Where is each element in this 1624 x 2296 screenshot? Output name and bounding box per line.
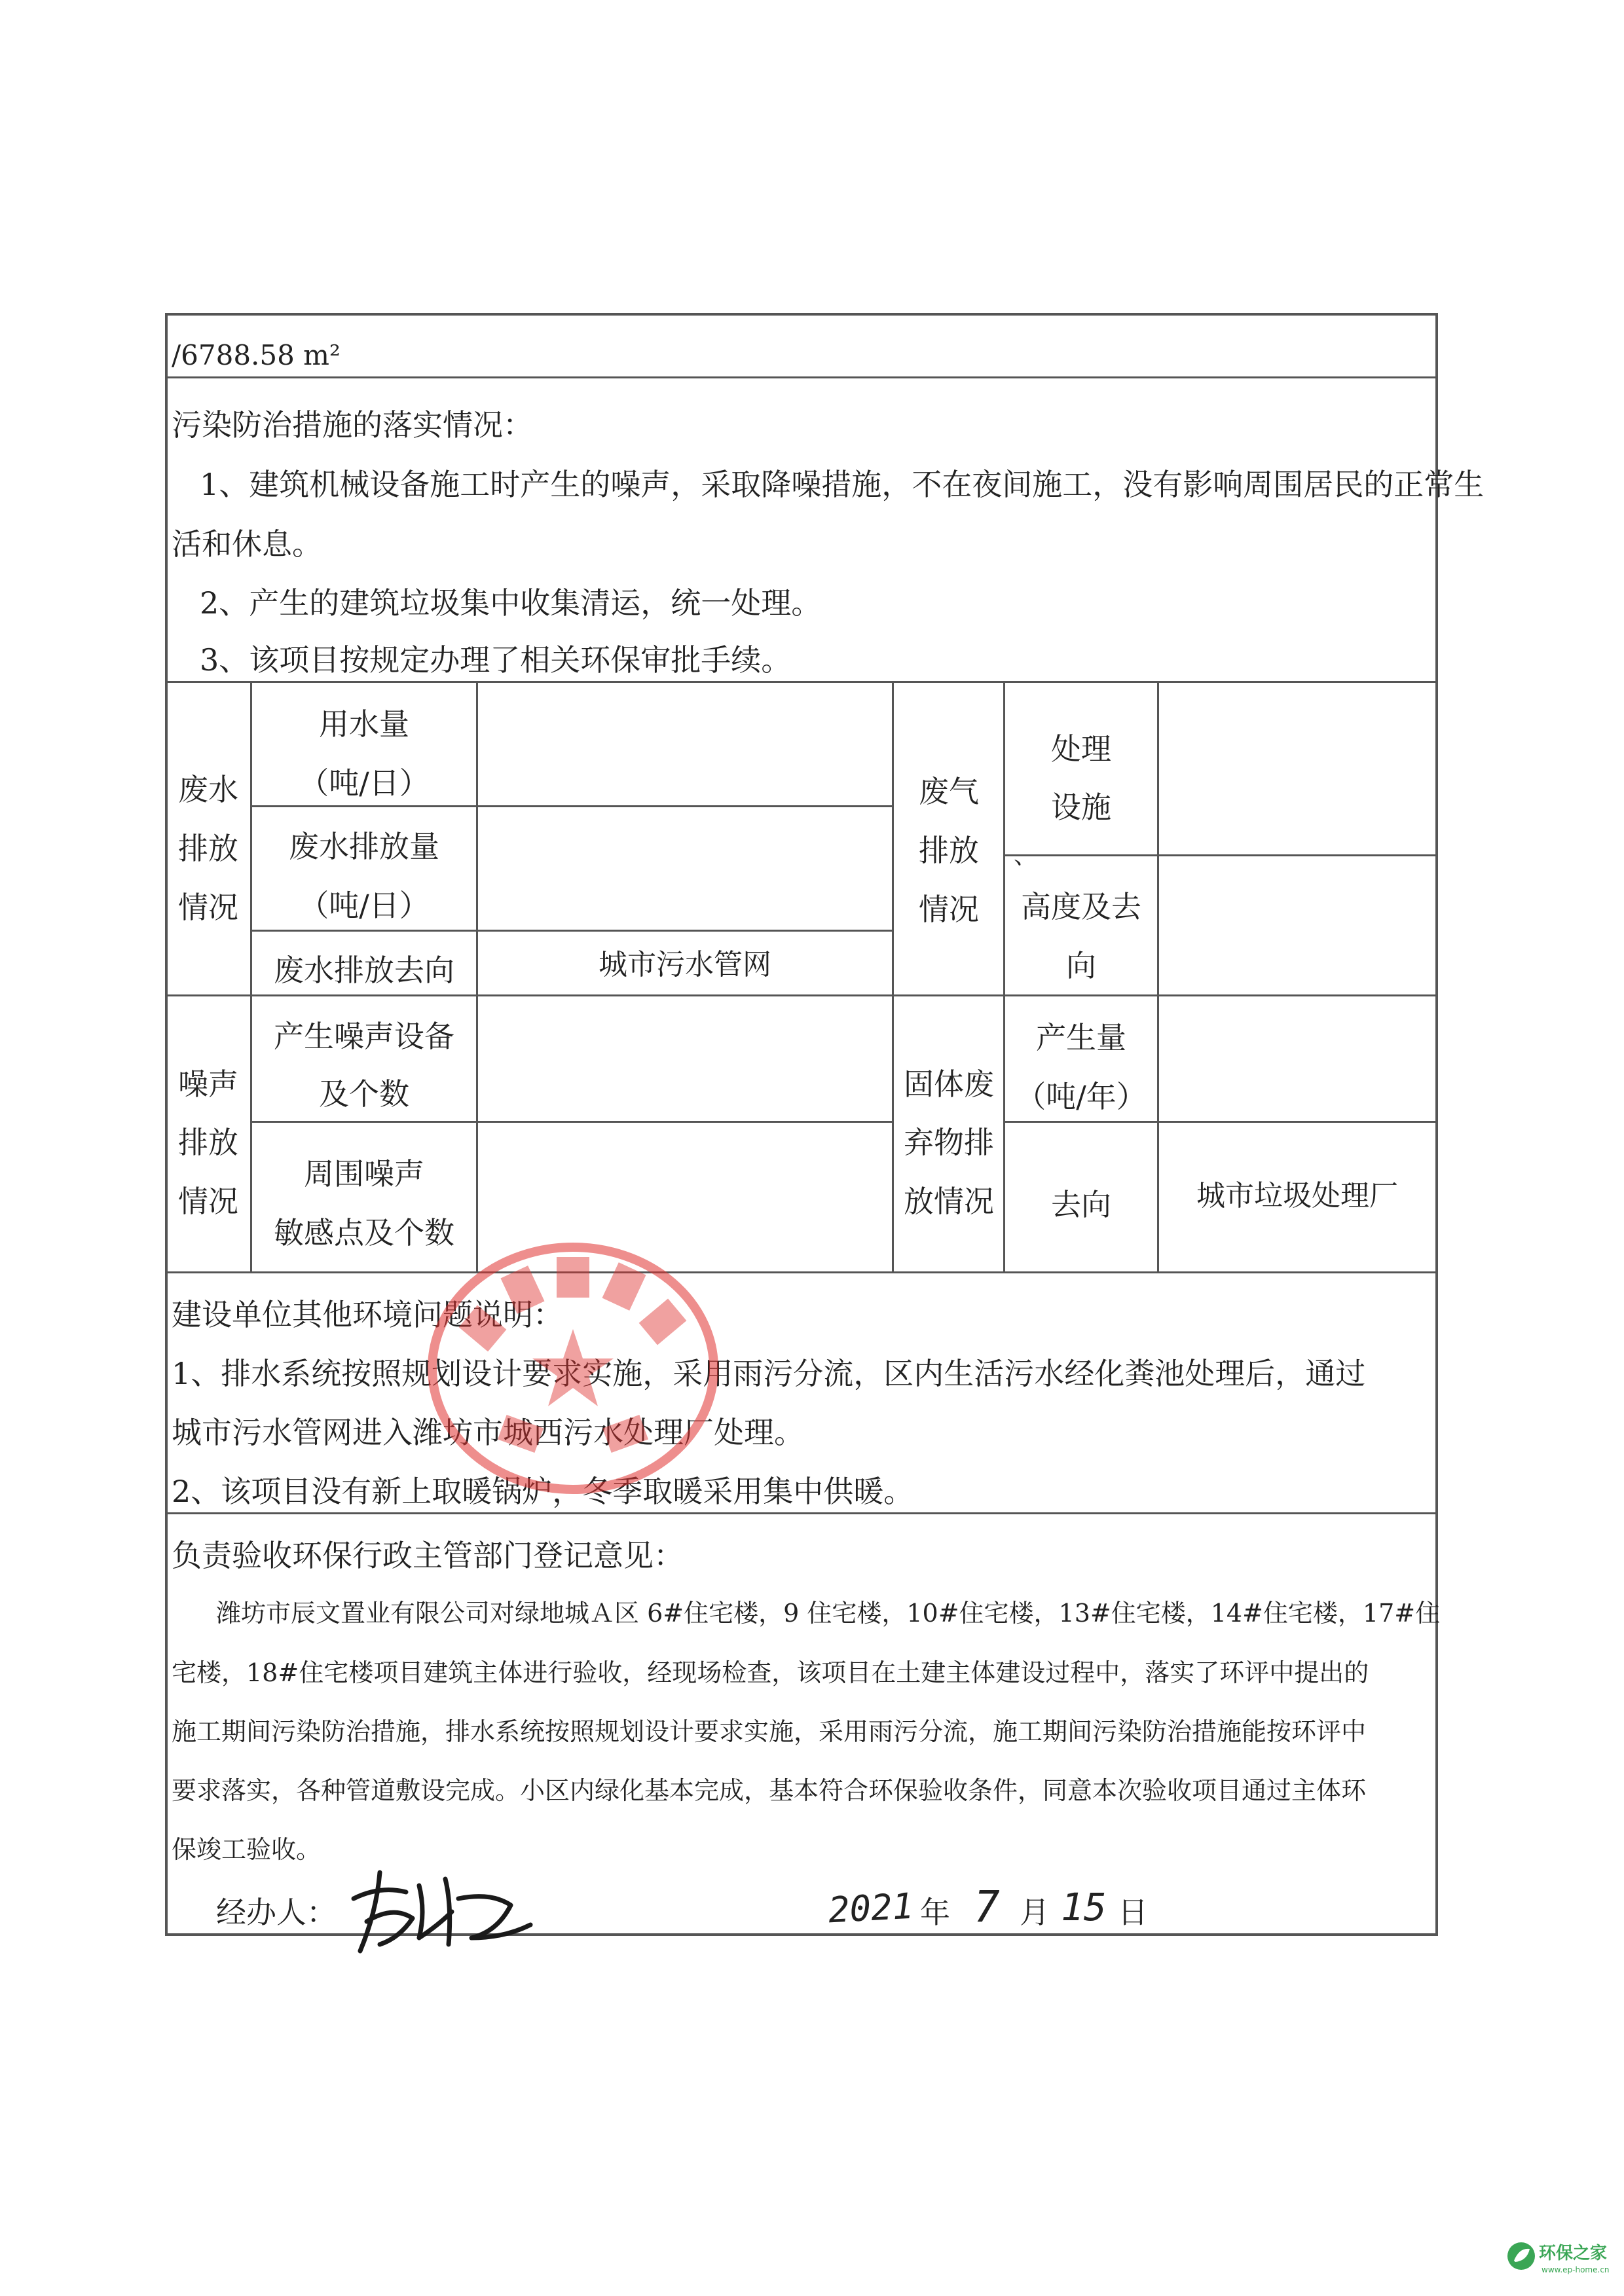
noise-devices-value xyxy=(478,996,892,1121)
pollution-item-1: 1、建筑机械设备施工时产生的噪声，采取降噪措施，不在夜间施工，没有影响周围居民的正常生 xyxy=(200,467,1485,502)
date-year-label: 年 xyxy=(920,1895,950,1930)
height-direction-value xyxy=(1159,856,1435,994)
watermark-logo xyxy=(1506,2236,1617,2288)
area-fragment: /6788.58 m² xyxy=(172,339,341,371)
treatment-facility-value xyxy=(1159,683,1435,854)
date-year-handwritten: 2021 xyxy=(827,1885,915,1931)
pollution-item-3: 3、该项目按规定办理了相关环保审批手续。 xyxy=(200,642,792,678)
logo-text: 环保之家 xyxy=(1539,2244,1608,2263)
gas-mark: 、 xyxy=(1014,843,1038,869)
opinion-line-1: 潍坊市辰文置业有限公司对绿地城Ａ区 6#住宅楼，9 住宅楼，10#住宅楼，13#住宅楼，14#住宅楼，17#住 xyxy=(216,1599,1441,1628)
opinion-line-3: 施工期间污染防治措施，排水系统按照规划设计要求实施，采用雨污分流，施工期间污染防治措施能按环评中 xyxy=(172,1717,1367,1746)
company-seal-stamp xyxy=(409,1231,737,1506)
solid-amount-value xyxy=(1159,996,1435,1121)
leaf-icon xyxy=(1506,2241,1536,2271)
other-item-1: 1、排水系统按照规划设计要求实施，采用雨污分流，区内生活污水经化粪池处理后，通过 xyxy=(172,1356,1366,1391)
date-day-handwritten: 15 xyxy=(1061,1885,1107,1929)
solid-direction-label: 去向 xyxy=(1051,1187,1111,1222)
solid-direction-value: 城市垃圾处理厂 xyxy=(1196,1179,1398,1212)
discharge-amount-value xyxy=(478,807,892,930)
logo-url: www.ep-home.cn xyxy=(1541,2265,1610,2274)
pollution-item-1-cont: 活和休息。 xyxy=(172,526,322,562)
pollution-item-2: 2、产生的建筑垃圾集中收集清运，统一处理。 xyxy=(200,585,822,621)
opinion-line-4: 要求落实，各种管道敷设完成。小区内绿化基本完成，基本符合环保验收条件，同意本次验收项目通过主体环 xyxy=(172,1776,1367,1805)
opinion-line-5: 保竣工验收。 xyxy=(172,1835,322,1864)
opinion-title: 负责验收环保行政主管部门登记意见： xyxy=(172,1538,684,1573)
other-item-1-cont: 城市污水管网进入潍坊市城西污水处理厂处理。 xyxy=(172,1415,804,1450)
handler-signature xyxy=(341,1859,537,1964)
other-item-2: 2、该项目没有新上取暖锅炉，冬季取暖采用集中供暖。 xyxy=(172,1474,914,1509)
discharge-direction-value: 城市污水管网 xyxy=(599,948,771,981)
handler-label: 经办人： xyxy=(216,1895,337,1930)
opinion-line-2: 宅楼，18#住宅楼项目建筑主体进行验收，经现场检查，该项目在土建主体建设过程中，落实了环评中提出的 xyxy=(172,1658,1369,1687)
discharge-direction-label: 废水排放去向 xyxy=(274,953,454,988)
pollution-title: 污染防治措施的落实情况： xyxy=(172,407,533,443)
date-day-label: 日 xyxy=(1118,1895,1148,1930)
date-month-handwritten: 7 xyxy=(974,1882,1000,1932)
date-month-label: 月 xyxy=(1020,1895,1050,1930)
other-title: 建设单位其他环境问题说明： xyxy=(172,1297,563,1332)
water-use-value xyxy=(478,683,892,805)
